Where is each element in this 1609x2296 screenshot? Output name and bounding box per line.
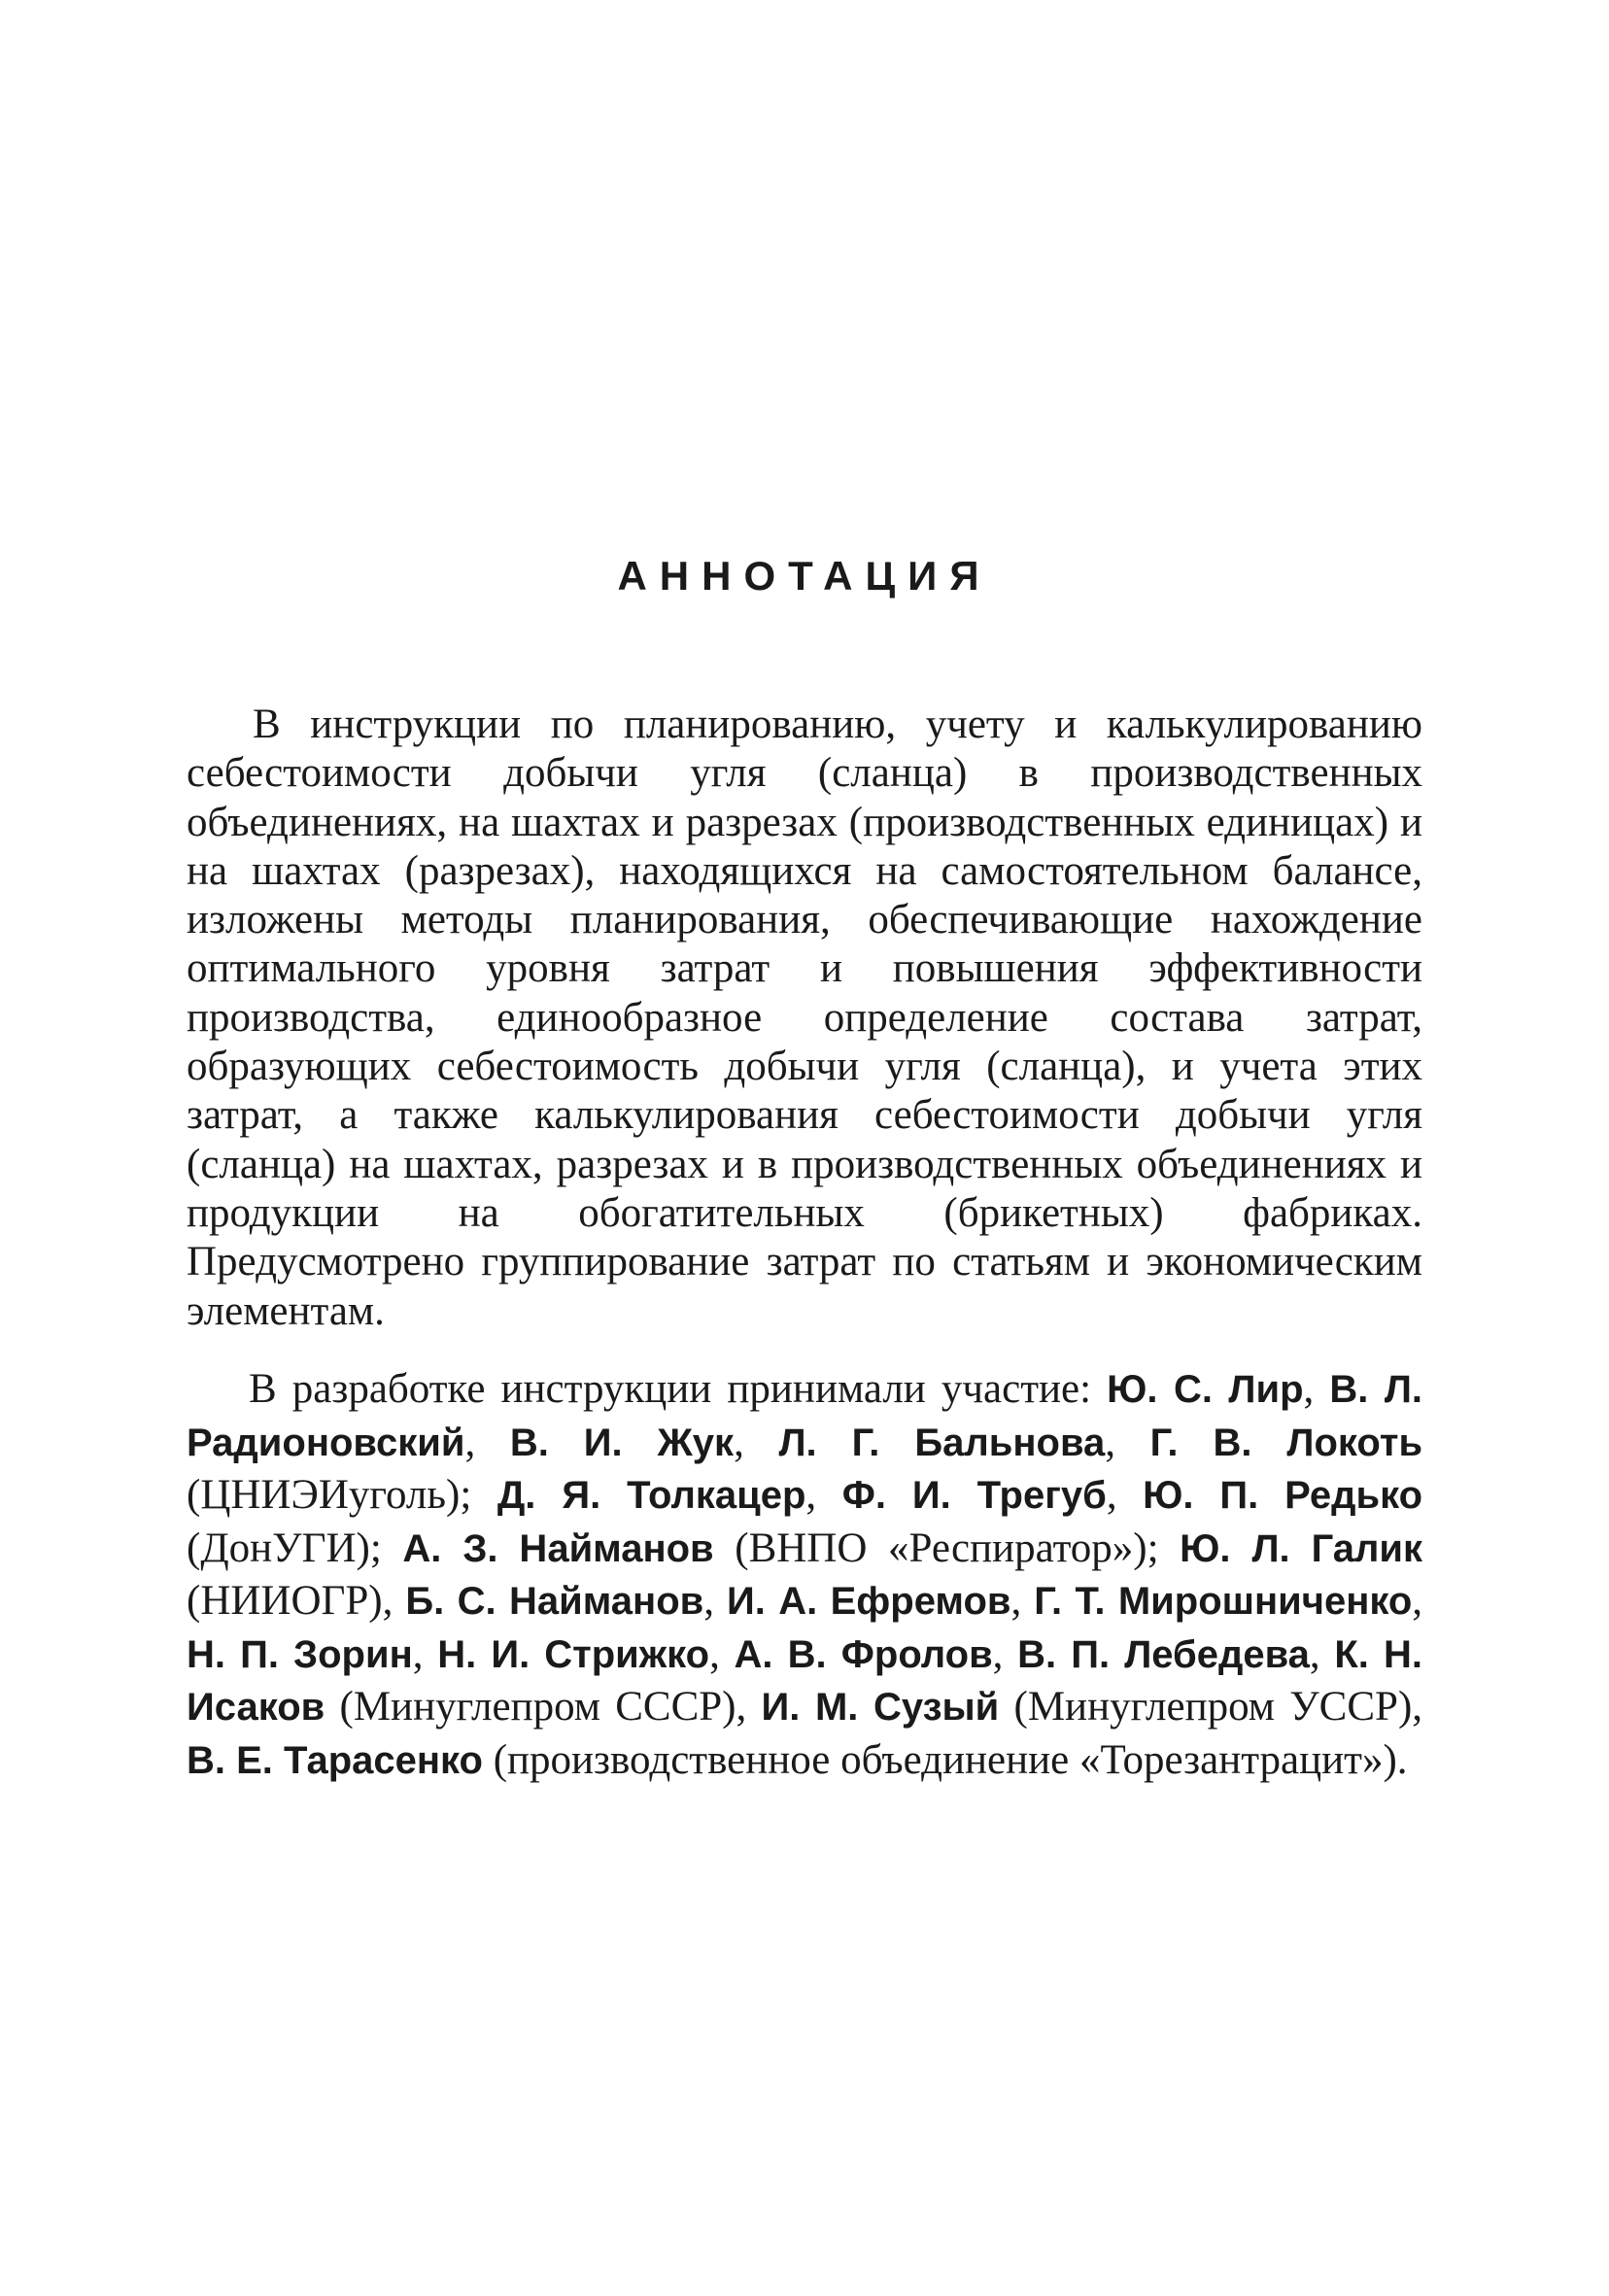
- contributor-name: Л. Г. Бальнова: [778, 1421, 1106, 1464]
- contributor-name: К. Н. Исаков: [187, 1632, 1423, 1729]
- contributor-organization: (ДонУГИ): [187, 1525, 370, 1571]
- contributors-paragraph: [187, 1363, 1422, 1787]
- contributor-name: Г. Т. Мирошниченко: [1034, 1580, 1413, 1623]
- contributor-name: Ф. И. Трегуб: [841, 1474, 1107, 1517]
- contributor-name: Н. И. Стрижко: [437, 1632, 710, 1676]
- contributor-organization: (производственное объединение «Торезантрацит»): [493, 1736, 1397, 1783]
- contributor-name: Д. Я. Толкацер: [496, 1474, 806, 1517]
- contributor-name: В. Л. Радионовский: [187, 1368, 1422, 1464]
- contributor-name: А. В. Фролов: [734, 1632, 993, 1676]
- annotation-paragraph: В инструкции по планированию, учету и калькулированию себестоимости добычи угля (сланца) в производственных объединениях, на шахтах и разрезах (производственных единицах) и на шахтах (разрезах), находящихся на самостоятельном балансе, изложены методы планирования, обеспечивающие нахождение оптимального уровня затрат и повышения эффективности производства, единообразное определение состава затрат, образующих себестоимость добычи угля (сланца), и учета этих затрат, а также калькулирования себестоимости добычи угля (сланца) на шахтах, разрезах и в производственных объединениях и продукции на обогатительных (брикетных) фабриках. Предусмотрено группирование затрат по статьям и экономическим элементам.: [187, 702, 1422, 1334]
- contributor-name: Г. В. Локоть: [1149, 1421, 1423, 1464]
- contributor-organization: (Минуглепром СССР): [339, 1684, 736, 1730]
- page-title: АННОТАЦИЯ: [617, 553, 992, 599]
- contributor-name: Ю. Л. Галик: [1180, 1526, 1422, 1570]
- contributor-organization: (ВНПО «Респиратор»): [735, 1525, 1147, 1571]
- contributor-name: В. Е. Тарасенко: [187, 1738, 483, 1782]
- contributor-name: Н. П. Зорин: [187, 1632, 413, 1676]
- contributor-name: Б. С. Найманов: [405, 1580, 704, 1623]
- contributor-name: Ю. С. Лир: [1107, 1368, 1304, 1411]
- contributor-organization: (НИИОГР): [187, 1578, 383, 1624]
- contributors-closing: .: [1396, 1736, 1408, 1783]
- contributor-name: И. А. Ефремов: [727, 1580, 1011, 1623]
- contributor-organization: (Минуглепром УССР): [1013, 1684, 1413, 1730]
- contributors-intro: В разработке инструкции принимали участие:: [249, 1366, 1108, 1412]
- contributors-list: Ю. С. Лир, В. Л. Радионовский, В. И. Жук, Л. Г. Бальнова, Г. В. Локоть (ЦНИЭИуголь); Д. Я. Толкацер, Ф. И. Трегуб, Ю. П. Редько (ДонУГИ); А. З. Найманов (ВНПО «Респиратор»); Ю. Л. Галик (НИИОГР), Б. С. Найманов, И. А. Ефремов, Г. Т. Мирошниченко, Н. П. Зорин, Н. И. Стрижко, А. В. Фролов, В. П. Лебедева, К. Н. Исаков (Минуглепром СССР), И. М. Сузый (Минуглепром УССР), В. Е. Тарасенко (производственное объединение «Торезантрацит»): [187, 1366, 1423, 1783]
- contributor-organization: (ЦНИЭИуголь): [187, 1472, 461, 1518]
- contributor-name: В. П. Лебедева: [1017, 1632, 1310, 1676]
- contributor-name: А. З. Найманов: [402, 1526, 714, 1570]
- contributor-name: И. М. Сузый: [761, 1686, 1000, 1729]
- contributor-name: В. И. Жук: [509, 1421, 735, 1464]
- contributor-name: Ю. П. Редько: [1143, 1474, 1423, 1517]
